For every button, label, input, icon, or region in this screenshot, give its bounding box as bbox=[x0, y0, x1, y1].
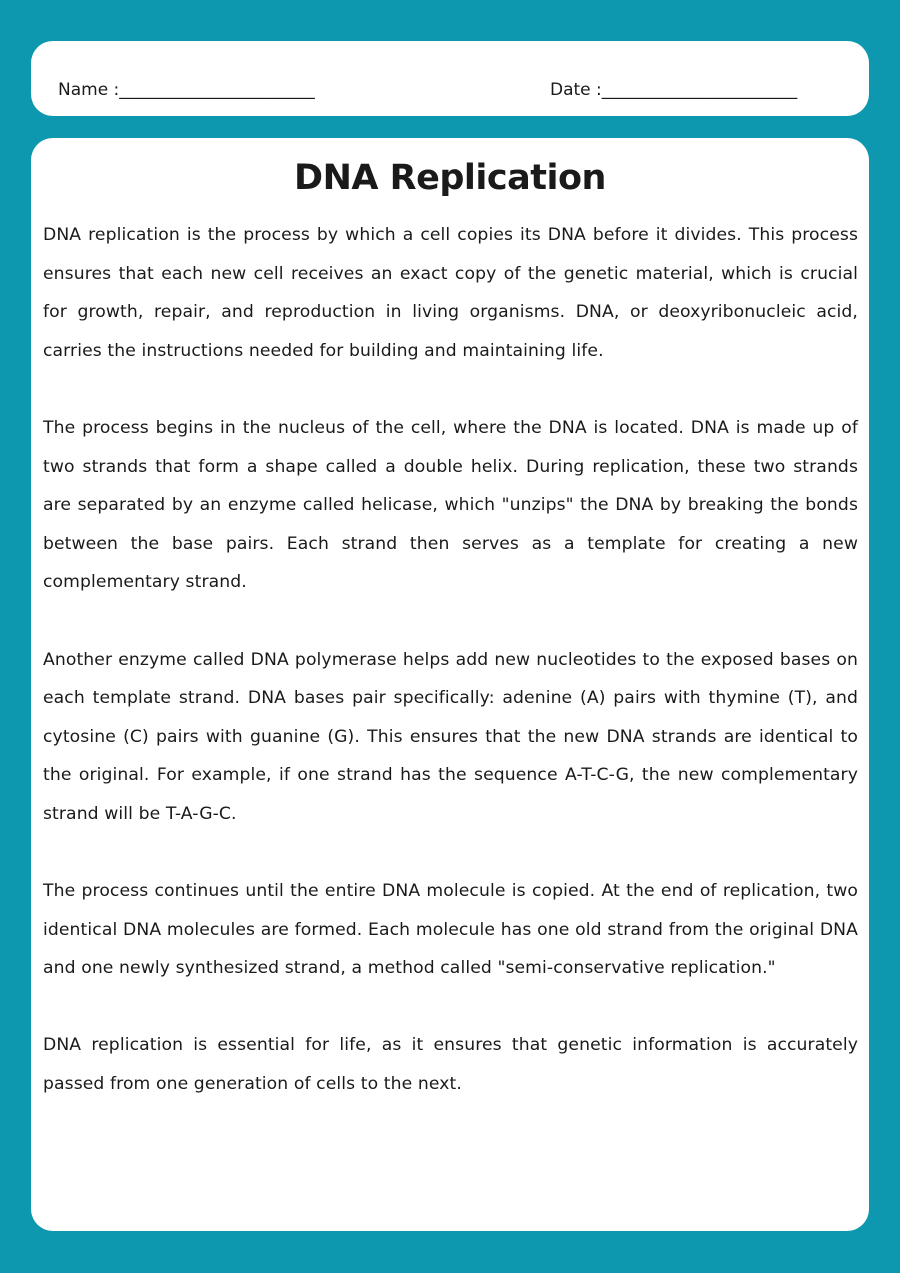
paragraph-conclusion: DNA replication is essential for life, as it ensures that genetic information is accurately passed from one generation of cells to the next. bbox=[43, 1035, 858, 1095]
paragraph-helicase: The process begins in the nucleus of the cell, where the DNA is located. DNA is made up of two strands that form a shape called a double helix. During replication, these two strands are separated by an enzyme called helicase, which "unzips" the DNA by breaking the bonds between the base pairs. Each strand then serves as a template for creating a new complementary strand. bbox=[43, 417, 858, 593]
worksheet-title: DNA Replication bbox=[294, 158, 606, 198]
paragraph-intro: DNA replication is the process by which a cell copies its DNA before it divides. This process ensures that each new cell receives an exact copy of the genetic material, which is crucial for growth, repair, and reproduction in living organisms. DNA, or deoxyribonucleic acid, carries the instructions needed for building and maintaining life. bbox=[43, 225, 858, 361]
worksheet-body bbox=[43, 216, 858, 1142]
worksheet-card bbox=[31, 138, 869, 1231]
paragraph-polymerase: Another enzyme called DNA polymerase helps add new nucleotides to the exposed bases on each template strand. DNA bases pair specifically: adenine (A) pairs with thymine (T), and cytosine (C) pairs with guanine (G). This ensures that the new DNA strands are identical to the original. For example, if one strand has the sequence A-T-C-G, the new complementary strand will be T-A-G-C. bbox=[43, 649, 858, 824]
date-field[interactable]: Date :_______________________ bbox=[550, 80, 798, 100]
name-field[interactable]: Name :_______________________ bbox=[58, 80, 315, 100]
header-card bbox=[31, 41, 869, 116]
paragraph-semi-conservative: The process continues until the entire DNA molecule is copied. At the end of replication, two identical DNA molecules are formed. Each molecule has one old strand from the original DNA and one newly synthesized strand, a method called "semi-conservative replication." bbox=[43, 881, 858, 979]
